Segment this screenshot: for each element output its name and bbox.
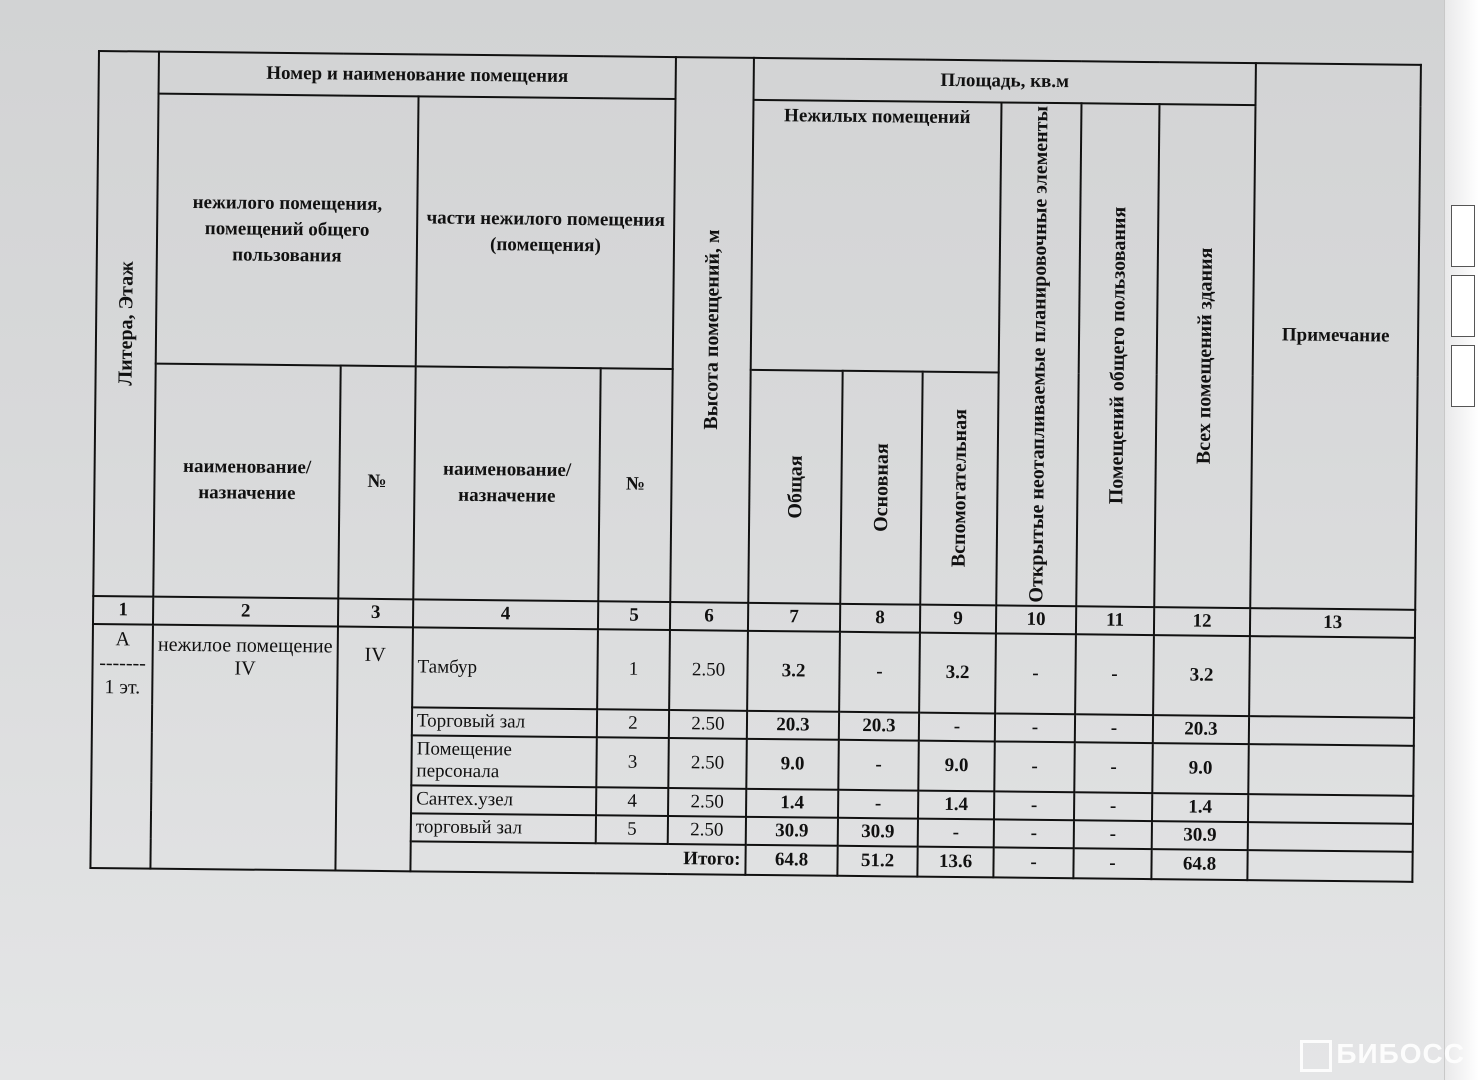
- room-no: 5: [596, 815, 668, 844]
- table-row: [92, 624, 1415, 718]
- total-area-aux: 13.6: [917, 846, 993, 877]
- room-name: торговый зал: [411, 813, 596, 843]
- note-cell: [1247, 850, 1412, 882]
- total-area-common: -: [1073, 848, 1151, 879]
- area-main: -: [839, 631, 920, 712]
- area-total: 3.2: [747, 631, 840, 712]
- explication-table: [89, 50, 1422, 882]
- note-cell: [1249, 716, 1414, 746]
- area-aux: 1.4: [918, 790, 994, 819]
- col-number: 9: [920, 604, 996, 633]
- header-aux: Вспомогательная: [920, 371, 998, 605]
- room-no: 3: [596, 737, 669, 788]
- room-name: Сантех.узел: [411, 785, 596, 815]
- edge-tab: [1451, 205, 1475, 267]
- room-name: Помещение персонала: [411, 735, 597, 787]
- col-number: 5: [598, 601, 670, 630]
- area-aux: -: [918, 818, 994, 847]
- header-note: Примечание: [1250, 63, 1421, 609]
- room-height: 2.50: [668, 738, 747, 789]
- total-area-total: 64.8: [745, 844, 837, 875]
- note-cell: [1249, 636, 1415, 718]
- area-all: 9.0: [1152, 743, 1249, 794]
- header-name-purpose-1: наименование/ назначение: [153, 363, 340, 598]
- area-aux: -: [919, 712, 995, 741]
- total-area-open: -: [993, 847, 1073, 878]
- watermark-logo: [1300, 1038, 1465, 1072]
- area-all: 3.2: [1153, 635, 1250, 716]
- header-main: Основная: [840, 371, 922, 605]
- header-total: Общая: [748, 370, 842, 604]
- col-number: 10: [996, 605, 1076, 634]
- litera-letter: А: [115, 627, 131, 651]
- header-room-number-name: Номер и наименование помещения: [159, 52, 676, 99]
- area-total: 30.9: [746, 816, 838, 845]
- area-aux: 9.0: [918, 740, 995, 791]
- note-cell: [1248, 822, 1413, 852]
- area-common: -: [1075, 634, 1154, 715]
- area-all: 1.4: [1152, 793, 1248, 822]
- area-aux: 3.2: [919, 632, 996, 713]
- room-no: 4: [596, 787, 668, 816]
- premise-name: нежилое помещение IV: [150, 624, 338, 870]
- header-no-2: №: [598, 368, 672, 602]
- area-open: -: [994, 819, 1074, 848]
- col-number: 12: [1154, 607, 1250, 636]
- room-height: 2.50: [669, 710, 747, 739]
- logo-icon: [1300, 1040, 1332, 1072]
- col-number: 7: [748, 603, 840, 632]
- room-name: Тамбур: [412, 627, 598, 709]
- header-nonres-rooms: Нежилых помещений: [751, 100, 1002, 372]
- room-no: 1: [597, 629, 670, 710]
- total-area-main: 51.2: [837, 845, 917, 876]
- header-height: Высота помещений, м: [670, 57, 754, 602]
- col-number: 1: [93, 596, 153, 625]
- area-all: 30.9: [1152, 821, 1248, 850]
- area-common: -: [1075, 714, 1153, 743]
- edge-tab: [1451, 275, 1475, 337]
- area-total: 9.0: [746, 739, 839, 790]
- area-main: -: [838, 739, 919, 790]
- premise-number: IV: [335, 626, 413, 871]
- edge-tab: [1451, 345, 1475, 407]
- adjacent-page-edge: [1444, 0, 1479, 1080]
- room-height: 2.50: [668, 788, 746, 817]
- note-cell: [1248, 794, 1413, 824]
- header-area: Площадь, кв.м: [754, 58, 1256, 105]
- col-number: 6: [670, 602, 748, 631]
- area-total: 1.4: [746, 789, 838, 818]
- litera-cell: [90, 624, 153, 869]
- area-main: 30.9: [838, 817, 918, 846]
- area-main: -: [838, 789, 918, 818]
- litera-separator: -------: [99, 651, 147, 675]
- header-all: Всех помещений здания: [1154, 104, 1255, 608]
- area-total: 20.3: [747, 711, 839, 740]
- area-common: -: [1074, 820, 1152, 849]
- area-open: -: [995, 633, 1076, 714]
- header-nonres-premise: нежилого помещения, помещений общего пользования: [156, 94, 419, 366]
- area-all: 20.3: [1153, 715, 1249, 744]
- area-open: -: [994, 791, 1074, 820]
- floor-label: 1 эт.: [104, 675, 141, 699]
- area-common: -: [1074, 792, 1152, 821]
- total-area-all: 64.8: [1151, 849, 1247, 880]
- note-cell: [1248, 744, 1414, 796]
- area-open: -: [995, 713, 1075, 742]
- header-no-1: №: [338, 365, 415, 599]
- col-number: 13: [1250, 608, 1415, 638]
- header-name-purpose-2: наименование/ назначение: [413, 366, 600, 601]
- room-no: 2: [597, 709, 669, 738]
- col-number: 11: [1076, 606, 1154, 635]
- watermark-text: БИБОСС: [1336, 1038, 1465, 1070]
- room-height: 2.50: [669, 630, 748, 711]
- col-number: 3: [338, 598, 413, 627]
- col-number: 2: [153, 596, 338, 626]
- room-height: 2.50: [668, 816, 746, 845]
- col-number: 4: [413, 599, 598, 629]
- room-name: Торговый зал: [412, 707, 597, 737]
- header-common: Помещений общего пользования: [1076, 103, 1159, 606]
- area-common: -: [1074, 742, 1153, 793]
- area-main: 20.3: [839, 711, 919, 740]
- col-number: 8: [840, 603, 920, 632]
- area-open: -: [994, 741, 1075, 792]
- header-litera: Литера, Этаж: [93, 51, 159, 596]
- header-part-premise: части нежилого помещения (помещения): [416, 96, 676, 368]
- header-open: Открытые неотапливаемые планировочные элементы: [996, 102, 1081, 605]
- totals-label: Итого:: [410, 841, 745, 875]
